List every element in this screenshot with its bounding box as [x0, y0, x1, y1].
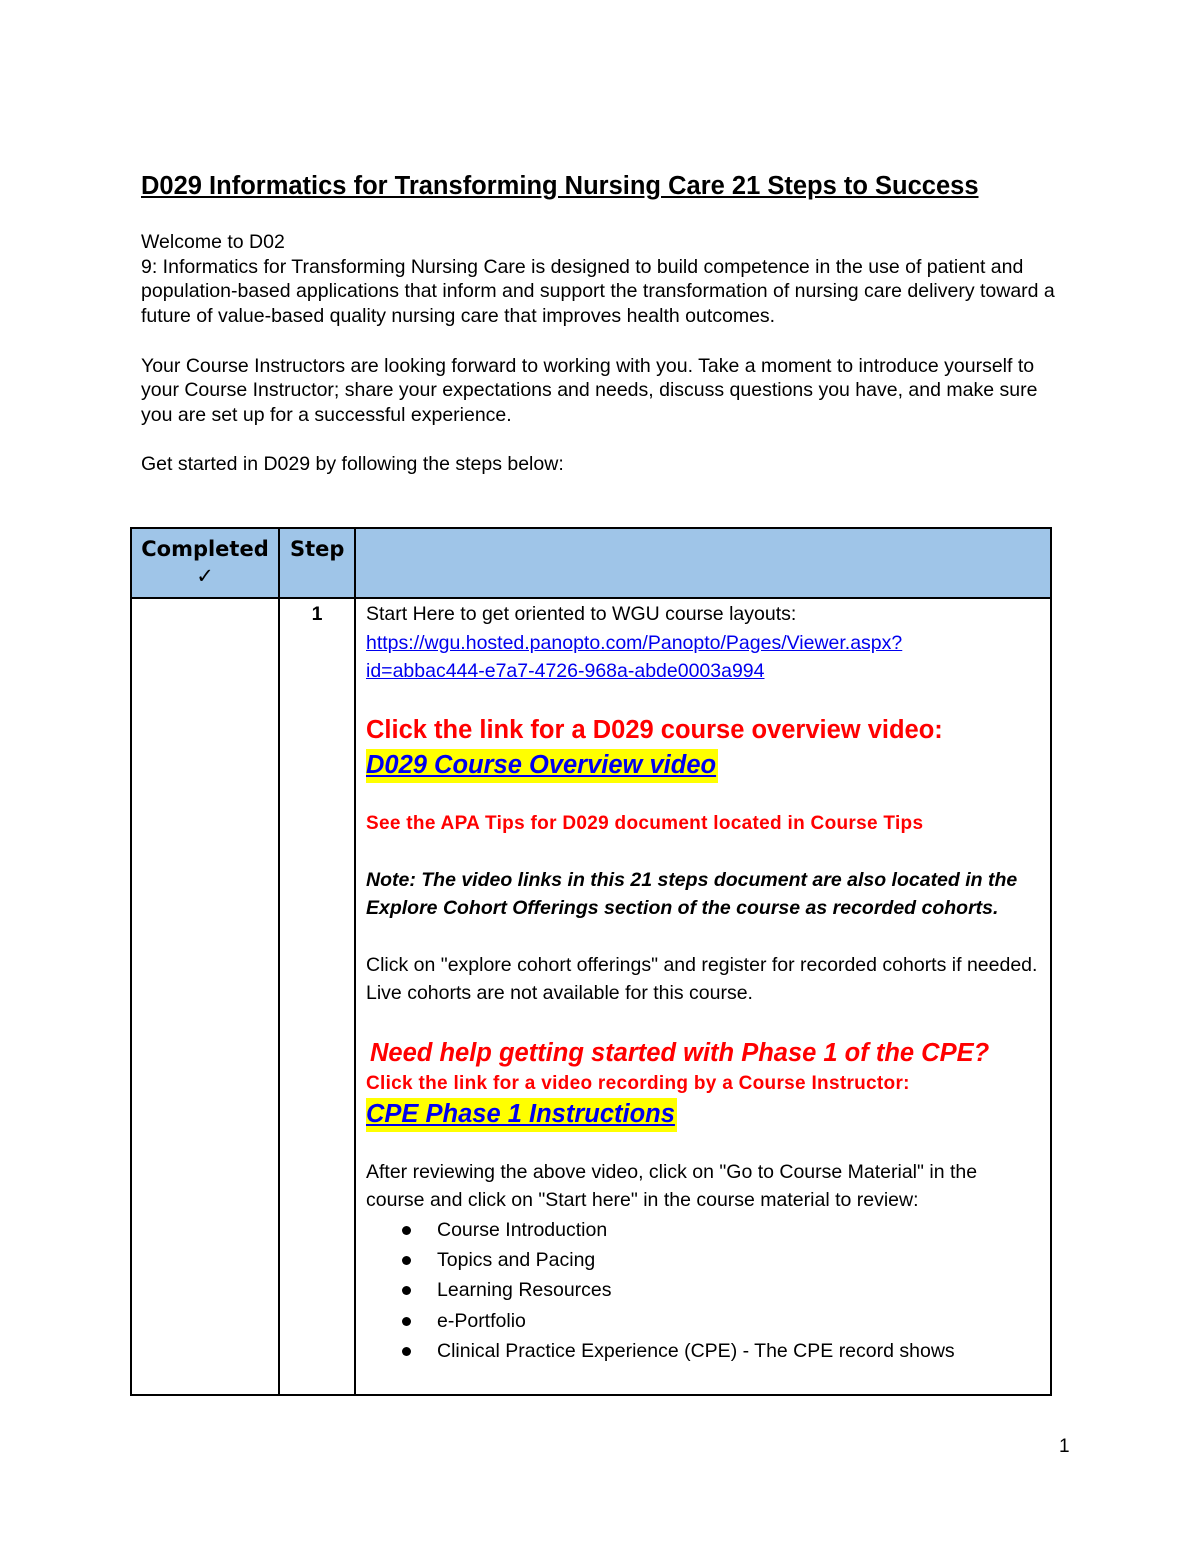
description-header — [355, 528, 1051, 598]
note-text: Note: The video links in this 21 steps document are also located in the Explore Cohort Offerings section of the course as recorded cohorts. — [366, 868, 1018, 919]
bullet-icon — [402, 1226, 411, 1235]
step-header — [279, 528, 355, 598]
steps-table — [130, 527, 1052, 1396]
get-started-paragraph: Get started in D029 by following the steps below: — [141, 453, 564, 476]
cpe-help-heading: Need help getting started with Phase 1 of the CPE? — [370, 1038, 990, 1067]
table-row — [131, 598, 1051, 1395]
welcome-line: Welcome to D02 — [141, 231, 285, 253]
bullet-icon — [402, 1317, 411, 1326]
completed-cell[interactable] — [131, 598, 279, 1395]
apa-tips-text: See the APA Tips for D029 document located in Course Tips — [366, 812, 924, 834]
intro-paragraph: 9: Informatics for Transforming Nursing Care is designed to build competence in the use of patient and population-based applications that inform and support the transformation of nursing care delivery toward a future of value-based quality nursing care that improves health outcomes. — [141, 255, 1055, 328]
intro-section — [141, 230, 1061, 477]
cpe-video-prompt: Click the link for a video recording by a Course Instructor: — [366, 1072, 910, 1094]
list-item: Course Introduction — [402, 1215, 1040, 1245]
page-number: 1 — [1059, 1436, 1070, 1457]
completed-header — [131, 528, 279, 598]
bullet-icon — [402, 1286, 411, 1295]
list-item: Learning Resources — [402, 1275, 1040, 1305]
document-title: D029 Informatics for Transforming Nursing Care 21 Steps to Success — [141, 172, 979, 200]
step-header-label: Step — [290, 537, 345, 561]
checkmark-icon: ✓ — [196, 564, 214, 588]
start-here-text: Start Here to get oriented to WGU course layouts: — [366, 603, 797, 625]
after-review-text: After reviewing the above video, click on "Go to Course Material" in the course and click on "Start here" in the course material to review: — [366, 1160, 978, 1211]
bullet-icon — [402, 1347, 411, 1356]
step-number: 1 — [279, 598, 355, 1395]
list-item: Topics and Pacing — [402, 1245, 1040, 1275]
step-content-cell — [355, 598, 1051, 1395]
cohort-text: Click on "explore cohort offerings" and register for recorded cohorts if needed. Live cohorts are not available for this course. — [366, 953, 1038, 1004]
list-item: e-Portfolio — [402, 1306, 1040, 1336]
review-list — [366, 1215, 1040, 1367]
course-overview-video-link[interactable]: D029 Course Overview video — [366, 749, 718, 783]
list-item: Clinical Practice Experience (CPE) - The CPE record shows — [402, 1336, 1040, 1366]
overview-prompt: Click the link for a D029 course overview video: — [366, 715, 943, 744]
panopto-link[interactable]: https://wgu.hosted.panopto.com/Panopto/Pages/Viewer.aspx? id=abbac444-e7a7-4726-968a-abde0003a994 — [366, 631, 903, 682]
cpe-phase1-instructions-link[interactable]: CPE Phase 1 Instructions — [366, 1098, 677, 1132]
completed-header-label: Completed — [141, 537, 269, 561]
bullet-icon — [402, 1256, 411, 1265]
instructor-paragraph: Your Course Instructors are looking forward to working with you. Take a moment to introduce yourself to your Course Instructor; share your expectations and needs, discuss questions you have, and make sure you are set up for a successful experience. — [141, 354, 1038, 426]
table-header-row — [131, 528, 1051, 598]
